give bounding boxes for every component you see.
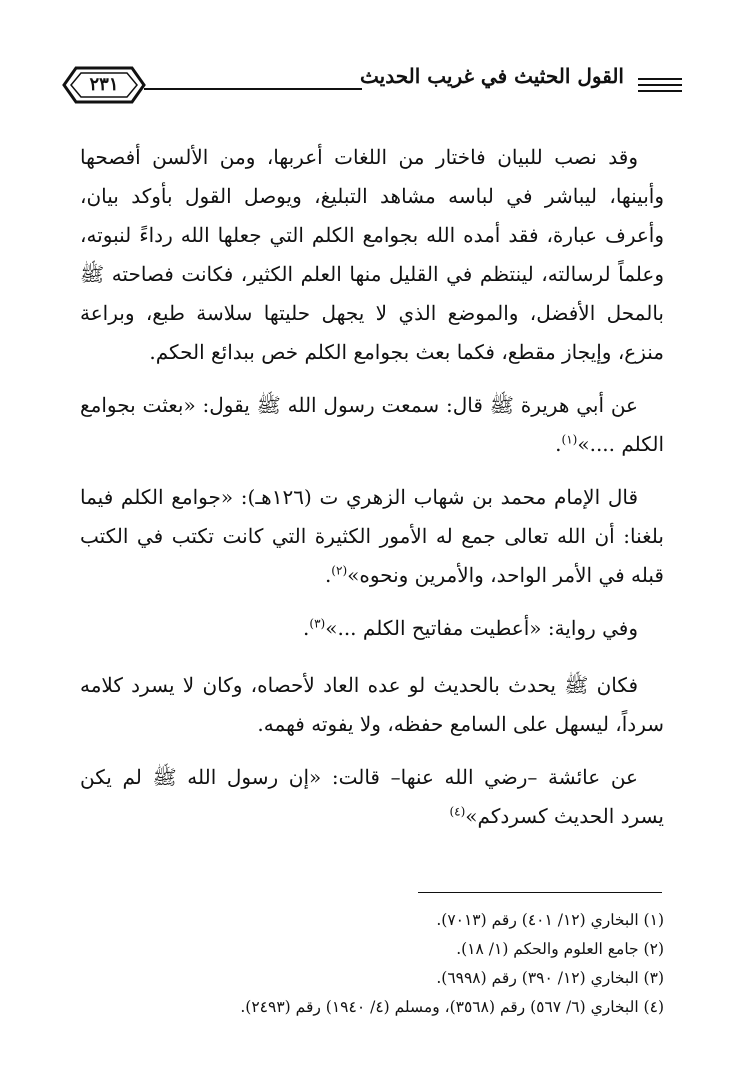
footnote-1: (١) البخاري (١٢/ ٤٠١) رقم (٧٠١٣). (436, 911, 664, 929)
footnote-ref-1: (١) (561, 432, 578, 447)
paragraph-text: قال الإمام محمد بن شهاب الزهري ت (١٢٦هـ): «جوامع الكلم فيما بلغنا: أن الله تعالى جمع له الأمور الكثيرة التي كانت تكتب في الكتب قبله في الأمر الواحد، والأمرين ونحوه» (80, 485, 664, 587)
paragraph-end: . (324, 563, 332, 587)
paragraph-4 (80, 609, 664, 648)
paragraph-text: وفي رواية: «أعطيت مفاتيح الكلم ...» (325, 616, 638, 640)
paragraph-end: . (303, 616, 310, 640)
footnote-4: (٤) البخاري (٦/ ٥٦٧) رقم (٣٥٦٨)، ومسلم (٤/ ١٩٤٠) رقم (٢٤٩٣). (240, 998, 664, 1016)
footnote-ref-4: (٤) (449, 804, 466, 819)
paragraph-end: . (555, 432, 562, 456)
paragraph-text: عن عائشة –رضي الله عنها– قالت: «إن رسول الله ﷺ لم يكن يسرد الحديث كسردكم» (80, 765, 664, 828)
footnote-3: (٣) البخاري (١٢/ ٣٩٠) رقم (٦٩٩٨). (436, 969, 664, 987)
footnotes (80, 906, 664, 1022)
paragraph-2 (80, 386, 664, 464)
paragraph-text: فكان ﷺ يحدث بالحديث لو عده العاد لأحصاه، وكان لا يسرد كلامه سرداً، ليسهل على السامع حفظه، ولا يفوته فهمه. (80, 673, 664, 736)
header-ornament (638, 78, 682, 94)
paragraph-6 (80, 758, 664, 836)
paragraph-3 (80, 478, 664, 595)
paragraph-5 (80, 666, 664, 744)
footnote-separator (418, 892, 662, 893)
book-title: القول الحثيث في غريب الحديث (360, 64, 624, 88)
footnote-ref-3: (٣) (309, 616, 326, 631)
footnote-2: (٢) جامع العلوم والحكم (١/ ١٨). (456, 940, 664, 958)
paragraph-text: عن أبي هريرة ﷺ قال: سمعت رسول الله ﷺ يقول: «بعثت بجوامع الكلم ....» (80, 393, 664, 456)
running-header (62, 60, 682, 112)
main-text (80, 138, 664, 850)
page-number-badge (62, 64, 146, 106)
page-number: ٢٣١ (89, 74, 119, 95)
paragraph-text: وقد نصب للبيان فاختار من اللغات أعربها، ومن الألسن أفصحها وأبينها، ليباشر في لباسه مشاهد التبليغ، ويوصل القول بأوكد بيان، وأعرف عبارة، فقد أمده الله بجوامع الكلم التي جعلها الله رداءً لنبوته، وعلماً لرسالته، لينتظم في القليل منها العلم الكثير، فكانت فصاحته ﷺ بالمحل الأفضل، والموضع الذي لا يجهل حليتها سلاسة طبع، وبراعة منزع، وإيجاز مقطع، فكما بعث بجوامع الكلم خص ببدائع الحكم. (80, 145, 664, 364)
footnote-ref-2: (٢) (331, 563, 348, 578)
header-rule (144, 88, 362, 90)
paragraph-1 (80, 138, 664, 372)
